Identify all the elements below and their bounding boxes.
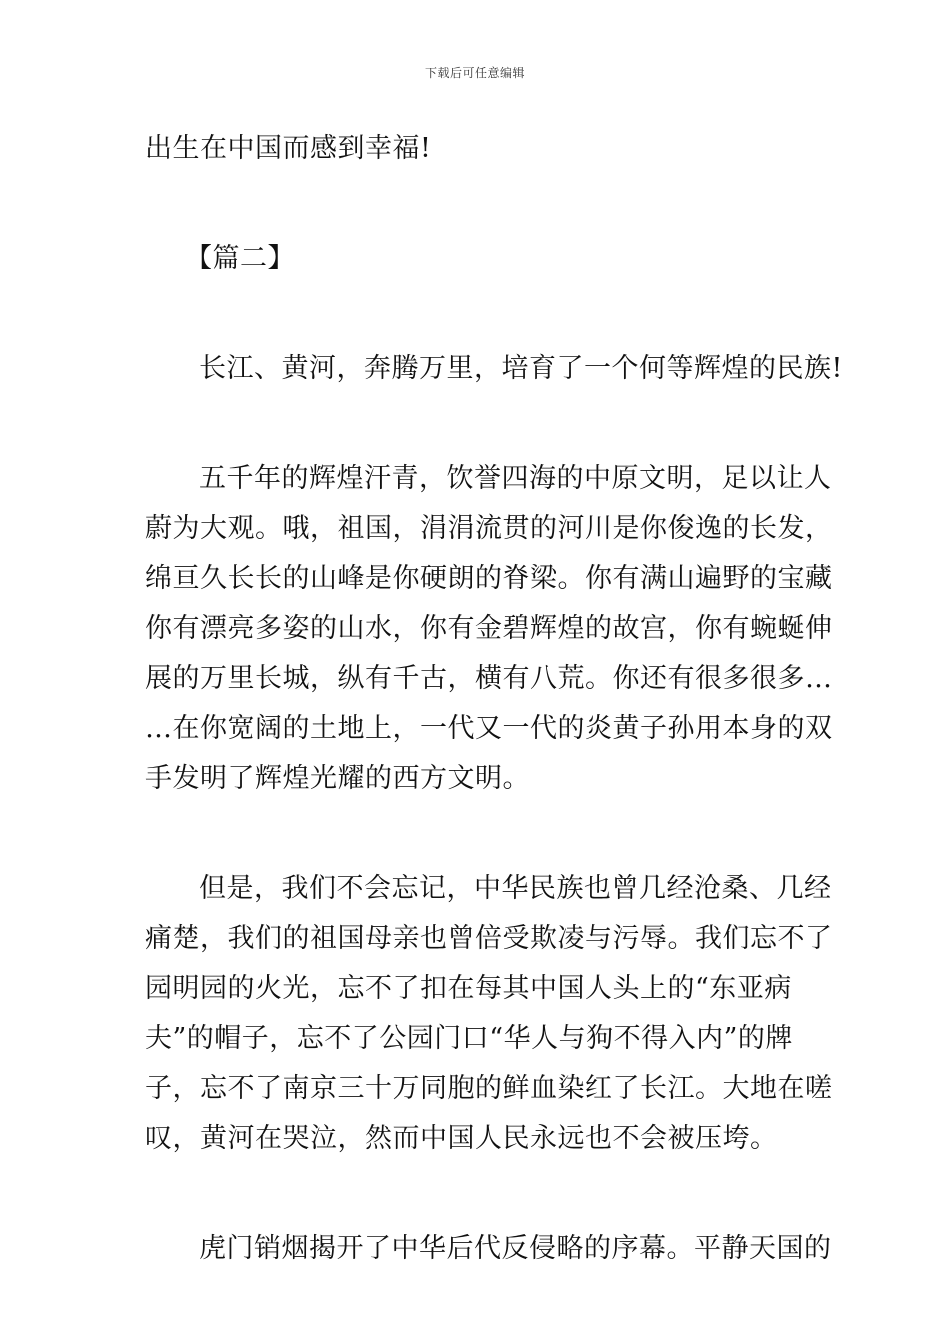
- text-line: 夫”的帽子，忘不了公园门口“华人与狗不得入内”的牌: [145, 1023, 793, 1054]
- text-line: 痛楚，我们的祖国母亲也曾倍受欺凌与污辱。我们忘不了: [145, 923, 833, 954]
- paragraph-closing: [145, 124, 810, 174]
- text-line: 子，忘不了南京三十万同胞的鲜血染红了长江。大地在嗟: [145, 1073, 833, 1104]
- text-line: 但是，我们不会忘记，中华民族也曾几经沧桑、几经: [199, 873, 832, 904]
- page-header: 下载后可任意编辑: [424, 66, 525, 80]
- text-line: 长江、黄河，奔腾万里，培育了一个何等辉煌的民族!: [199, 353, 843, 384]
- paragraph-intro: [145, 344, 843, 394]
- text-line: 五千年的辉煌汗青，饮誉四海的中原文明，足以让人: [199, 463, 832, 494]
- text-line: 展的万里长城，纵有千古，横有八荒。你还有很多很多…: [145, 663, 833, 694]
- text-line: 你有漂亮多姿的山水，你有金碧辉煌的故宫，你有蜿蜒伸: [145, 613, 833, 644]
- text-line: 叹，黄河在哭泣，然而中国人民永远也不会被压垮。: [145, 1123, 778, 1154]
- text-line: 蔚为大观。哦，祖国，涓涓流贯的河川是你俊逸的长发，: [145, 513, 833, 544]
- paragraph-humen: [145, 1224, 832, 1274]
- section-title-text: 【篇二】: [185, 243, 295, 274]
- text-line: …在你宽阔的土地上，一代又一代的炎黄子孙用本身的双: [145, 713, 833, 744]
- paragraph-hardship: [145, 864, 833, 1164]
- section-title: [145, 234, 810, 284]
- text-line: 虎门销烟揭开了中华后代反侵略的序幕。平静天国的: [199, 1233, 832, 1264]
- text-line: 出生在中国而感到幸福!: [145, 133, 432, 164]
- paragraph-history: [145, 454, 833, 804]
- text-line: 手发明了辉煌光耀的西方文明。: [145, 763, 530, 794]
- document-body: [145, 124, 843, 1274]
- text-line: 园明园的火光，忘不了扣在每其中国人头上的“东亚病: [145, 973, 792, 1004]
- text-line: 绵亘久长长的山峰是你硬朗的脊梁。你有满山遍野的宝藏: [145, 563, 833, 594]
